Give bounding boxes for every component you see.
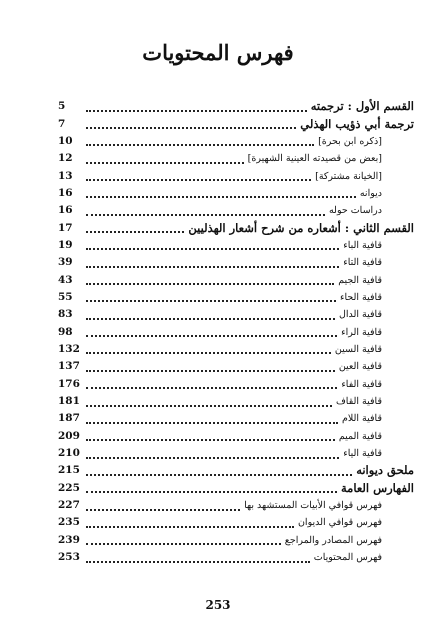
- toc-entry: [58, 393, 414, 410]
- toc-entry-title: فهرس قوافي الديوان: [297, 517, 382, 529]
- toc-entry-title: فهرس قوافي الأبيات المستشهد بها: [244, 500, 382, 512]
- toc-entry: [58, 376, 414, 393]
- dot-leader: [86, 427, 335, 441]
- toc-entry-title: فهرس المحتويات: [313, 552, 382, 564]
- toc-entry-title: قافية العين: [338, 361, 382, 373]
- dot-leader: [86, 375, 337, 389]
- toc-entry-page: 12: [58, 152, 73, 165]
- dot-leader: [86, 445, 339, 459]
- toc-entry-title: [الخيانة مشتركة]: [315, 170, 382, 182]
- toc-entry: [58, 185, 414, 202]
- toc-entry-page: 83: [58, 308, 73, 321]
- dot-leader: [86, 184, 356, 198]
- toc-entry-page: 181: [58, 395, 80, 408]
- toc-entry-page: 43: [58, 273, 73, 286]
- toc-entry-title: قافية الحاء: [340, 291, 382, 303]
- toc-entry-title: قافية اللام: [341, 413, 382, 425]
- toc-entry-title: قافية الدال: [338, 309, 382, 321]
- toc-entry-title: قافية السين: [334, 343, 382, 355]
- toc-entry: [58, 428, 414, 445]
- dot-leader: [86, 288, 336, 302]
- dot-leader: [86, 479, 337, 493]
- toc-entry-title: [ذكره ابن بحرة]: [318, 135, 382, 147]
- toc-entry-page: 7: [58, 117, 66, 130]
- toc-entry-page: 209: [58, 429, 80, 442]
- toc-entry-title: ملحق ديوانه: [356, 463, 414, 478]
- toc-entry-page: 239: [58, 533, 80, 546]
- toc-entry-title: القسم الثاني : أشعاره من شرح أشعار الهذليين: [188, 220, 414, 235]
- dot-leader: [86, 115, 296, 129]
- toc-entry: [58, 341, 414, 358]
- toc-entry-page: 210: [58, 447, 80, 460]
- toc-entry: [58, 480, 414, 497]
- toc-entry-title: قافية الجيم: [338, 274, 382, 286]
- page-number: 253: [205, 598, 231, 612]
- table-of-contents: [58, 98, 414, 566]
- toc-entry-title: قافية الفاء: [341, 378, 382, 390]
- toc-entry: [58, 202, 414, 219]
- toc-entry: [58, 289, 414, 306]
- dot-leader: [86, 254, 339, 268]
- toc-entry: [58, 167, 414, 184]
- dot-leader: [86, 531, 281, 545]
- toc-entry: [58, 98, 414, 115]
- toc-entry: [58, 532, 414, 549]
- toc-entry-page: 17: [58, 221, 73, 234]
- dot-leader: [86, 202, 325, 216]
- toc-entry: [58, 445, 414, 462]
- toc-entry: [58, 514, 414, 531]
- toc-entry-title: دراسات حوله: [328, 205, 382, 217]
- toc-entry-page: 227: [58, 499, 80, 512]
- toc-entry: [58, 271, 414, 288]
- toc-entry-title: قافية التاء: [343, 257, 382, 269]
- toc-entry-page: 176: [58, 377, 80, 390]
- toc-entry: [58, 410, 414, 427]
- toc-entry: [58, 237, 414, 254]
- toc-entry-page: 55: [58, 290, 73, 303]
- toc-entry: [58, 549, 414, 566]
- toc-entry-title: ترجمة أبي ذؤيب الهذلي: [300, 116, 414, 131]
- toc-entry: [58, 306, 414, 323]
- toc-entry: [58, 254, 414, 271]
- dot-leader: [86, 497, 240, 511]
- toc-entry: [58, 150, 414, 167]
- dot-leader: [86, 167, 311, 181]
- toc-entry-page: 253: [58, 551, 80, 564]
- toc-entry: [58, 323, 414, 340]
- toc-entry-title: قافية القاف: [335, 396, 382, 408]
- dot-leader: [86, 150, 244, 164]
- toc-entry-page: 16: [58, 204, 73, 217]
- dot-leader: [86, 306, 335, 320]
- dot-leader: [86, 393, 332, 407]
- dot-leader: [86, 462, 352, 476]
- toc-entry-page: 39: [58, 256, 73, 269]
- toc-entry-page: 137: [58, 360, 80, 373]
- toc-entry-title: [بعض من قصيدته العينية الشهيرة]: [247, 153, 382, 165]
- toc-entry: [58, 497, 414, 514]
- toc-entry-title: قافية الميم: [338, 430, 382, 442]
- toc-entry-page: 235: [58, 516, 80, 529]
- dot-leader: [86, 514, 294, 528]
- toc-entry-page: 98: [58, 325, 73, 338]
- toc-entry: [58, 115, 414, 132]
- dot-leader: [86, 410, 338, 424]
- dot-leader: [86, 358, 335, 372]
- dot-leader: [86, 549, 310, 563]
- toc-entry-title: فهرس المصادر والمراجع: [284, 534, 382, 546]
- dot-leader: [86, 132, 314, 146]
- toc-entry-title: قافية الباء: [343, 239, 382, 251]
- dot-leader: [86, 219, 184, 233]
- toc-entry-title: ديوانه: [359, 187, 382, 199]
- toc-entry: [58, 358, 414, 375]
- toc-entry-page: 19: [58, 238, 73, 251]
- toc-entry-title: قافية الياء: [343, 448, 382, 460]
- dot-leader: [86, 236, 339, 250]
- toc-entry: [58, 462, 414, 479]
- toc-entry-title: قافية الراء: [341, 326, 382, 338]
- toc-entry: [58, 219, 414, 236]
- dot-leader: [86, 98, 307, 112]
- toc-entry-page: 225: [58, 481, 80, 494]
- toc-entry-title: القسم الأول : ترجمته: [310, 99, 414, 114]
- toc-entry-title: الفهارس العامة: [341, 480, 414, 495]
- dot-leader: [86, 271, 334, 285]
- toc-entry-page: 13: [58, 169, 73, 182]
- toc-entry-page: 10: [58, 134, 73, 147]
- dot-leader: [86, 340, 331, 354]
- toc-entry-page: 187: [58, 412, 80, 425]
- toc-entry: [58, 133, 414, 150]
- dot-leader: [86, 323, 337, 337]
- page-title: فهرس المحتويات: [142, 40, 294, 65]
- toc-entry-page: 16: [58, 186, 73, 199]
- toc-entry-page: 132: [58, 342, 80, 355]
- toc-entry-page: 215: [58, 464, 80, 477]
- toc-entry-page: 5: [58, 100, 66, 113]
